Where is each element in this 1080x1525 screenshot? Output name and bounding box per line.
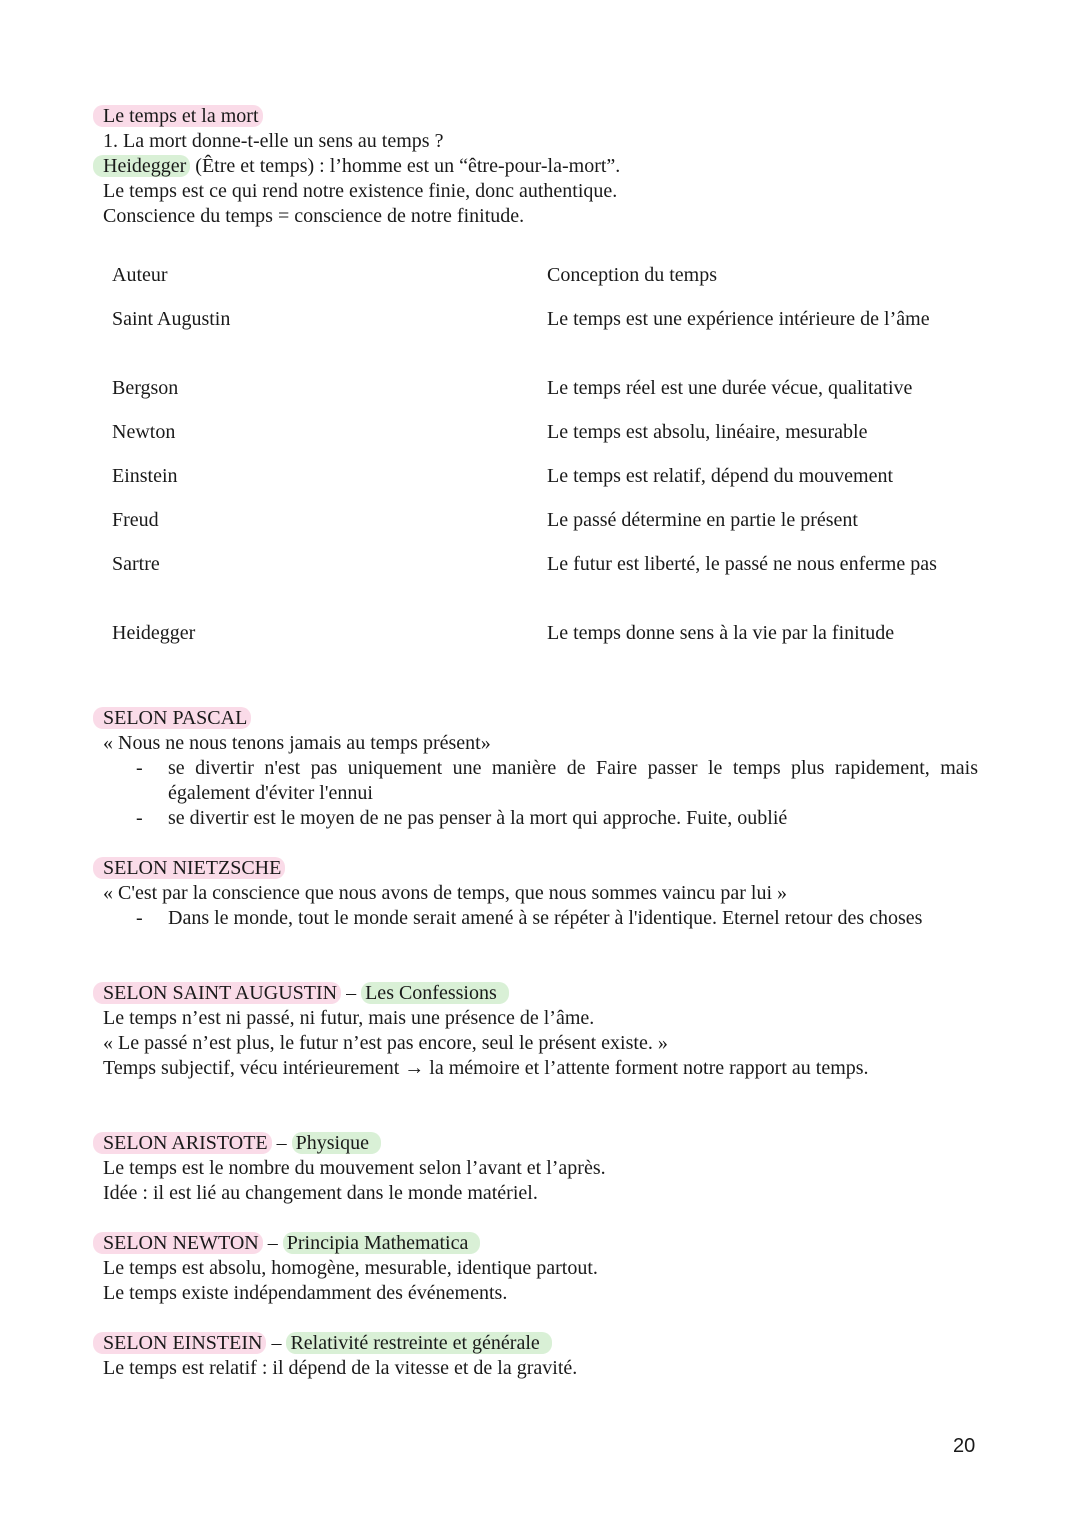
- text-line: Idée : il est lié au changement dans le monde matériel.: [103, 1182, 538, 1204]
- work-title: Principia Mathematica: [283, 1232, 481, 1254]
- text-line: Temps subjectif, vécu intérieurement → la mémoire et l’attente forment notre rapport au temps.: [103, 1057, 869, 1079]
- text-line: Le temps est relatif : il dépend de la vitesse et de la gravité.: [103, 1357, 578, 1379]
- newton-section: [103, 1231, 978, 1306]
- work-title: Relativité restreinte et générale: [286, 1332, 551, 1354]
- section-title: SELON PASCAL: [93, 707, 251, 729]
- text-line: Conscience du temps = conscience de notre finitude.: [103, 205, 525, 227]
- text-line: « Le passé n’est plus, le futur n’est pas encore, seul le présent existe. »: [103, 1032, 668, 1054]
- highlight-heidegger: Heidegger: [93, 155, 190, 177]
- author-cell: Sartre: [112, 553, 160, 575]
- author-cell: Freud: [112, 509, 159, 531]
- text: (Être et temps) : l’homme est un “être-pour-la-mort”.: [190, 155, 621, 177]
- table-row: [112, 376, 962, 420]
- work-title: Physique: [292, 1132, 381, 1154]
- text-line: Le temps n’est ni passé, ni futur, mais une présence de l’âme.: [103, 1007, 595, 1029]
- table-row: [112, 508, 962, 552]
- intro-section: [103, 104, 978, 229]
- bullet: - se divertir est le moyen de ne pas penser à la mort qui approche. Fuite, oublié: [103, 806, 978, 831]
- table-row: [112, 552, 962, 621]
- concept-cell: Le temps donne sens à la vie par la finitude: [547, 622, 895, 644]
- header-concept: Conception du temps: [547, 264, 717, 286]
- concept-cell: Le futur est liberté, le passé ne nous enferme pas: [547, 553, 937, 575]
- separator: –: [262, 1232, 283, 1254]
- section-heading: Le temps et la mort: [93, 105, 263, 127]
- separator: –: [341, 982, 362, 1004]
- nietzsche-section: [103, 856, 978, 931]
- section-title: SELON ARISTOTE: [93, 1132, 272, 1154]
- section-title: SELON SAINT AUGUSTIN: [93, 982, 341, 1004]
- author-cell: Heidegger: [112, 622, 196, 644]
- question: 1. La mort donne-t-elle un sens au temps ?: [103, 130, 444, 152]
- bullet: - se divertir n'est pas uniquement une manière de Faire passer le temps plus rapidement, mais également d'éviter l'ennui: [103, 756, 978, 806]
- quote: « C'est par la conscience que nous avons de temps, que nous sommes vaincu par lui »: [103, 882, 788, 904]
- augustin-section: [103, 981, 978, 1081]
- text-line: Le temps est ce qui rend notre existence finie, donc authentique.: [103, 180, 618, 202]
- work-title: Les Confessions: [361, 982, 509, 1004]
- author-cell: Saint Augustin: [112, 308, 231, 330]
- separator: –: [271, 1132, 292, 1154]
- pascal-section: [103, 706, 978, 831]
- concept-cell: Le temps est une expérience intérieure de l’âme: [547, 308, 930, 330]
- table-row: [112, 307, 962, 376]
- quote: « Nous ne nous tenons jamais au temps présent»: [103, 732, 491, 754]
- text-line: Le temps existe indépendamment des événements.: [103, 1282, 508, 1304]
- concept-cell: Le passé détermine en partie le présent: [547, 509, 858, 531]
- author-cell: Einstein: [112, 465, 178, 487]
- table-header: [112, 263, 962, 307]
- author-cell: Bergson: [112, 377, 179, 399]
- text-line: Le temps est le nombre du mouvement selon l’avant et l’après.: [103, 1157, 606, 1179]
- section-title: SELON EINSTEIN: [93, 1332, 266, 1354]
- table-row: [112, 621, 962, 665]
- page-number: 20: [953, 1435, 976, 1457]
- section-title: SELON NIETZSCHE: [93, 857, 285, 879]
- text-line: Le temps est absolu, homogène, mesurable, identique partout.: [103, 1257, 598, 1279]
- concept-cell: Le temps est relatif, dépend du mouvement: [547, 465, 894, 487]
- table-row: [112, 420, 962, 464]
- concept-cell: Le temps réel est une durée vécue, qualitative: [547, 377, 913, 399]
- separator: –: [266, 1332, 287, 1354]
- author-cell: Newton: [112, 421, 176, 443]
- table-row: [112, 464, 962, 508]
- concept-cell: Le temps est absolu, linéaire, mesurable: [547, 421, 868, 443]
- authors-table: [112, 263, 962, 665]
- section-title: SELON NEWTON: [93, 1232, 263, 1254]
- aristote-section: [103, 1131, 978, 1206]
- einstein-section: [103, 1331, 978, 1381]
- bullet: - Dans le monde, tout le monde serait amené à se répéter à l'identique. Eternel retour des choses: [103, 906, 978, 931]
- header-author: Auteur: [112, 264, 168, 286]
